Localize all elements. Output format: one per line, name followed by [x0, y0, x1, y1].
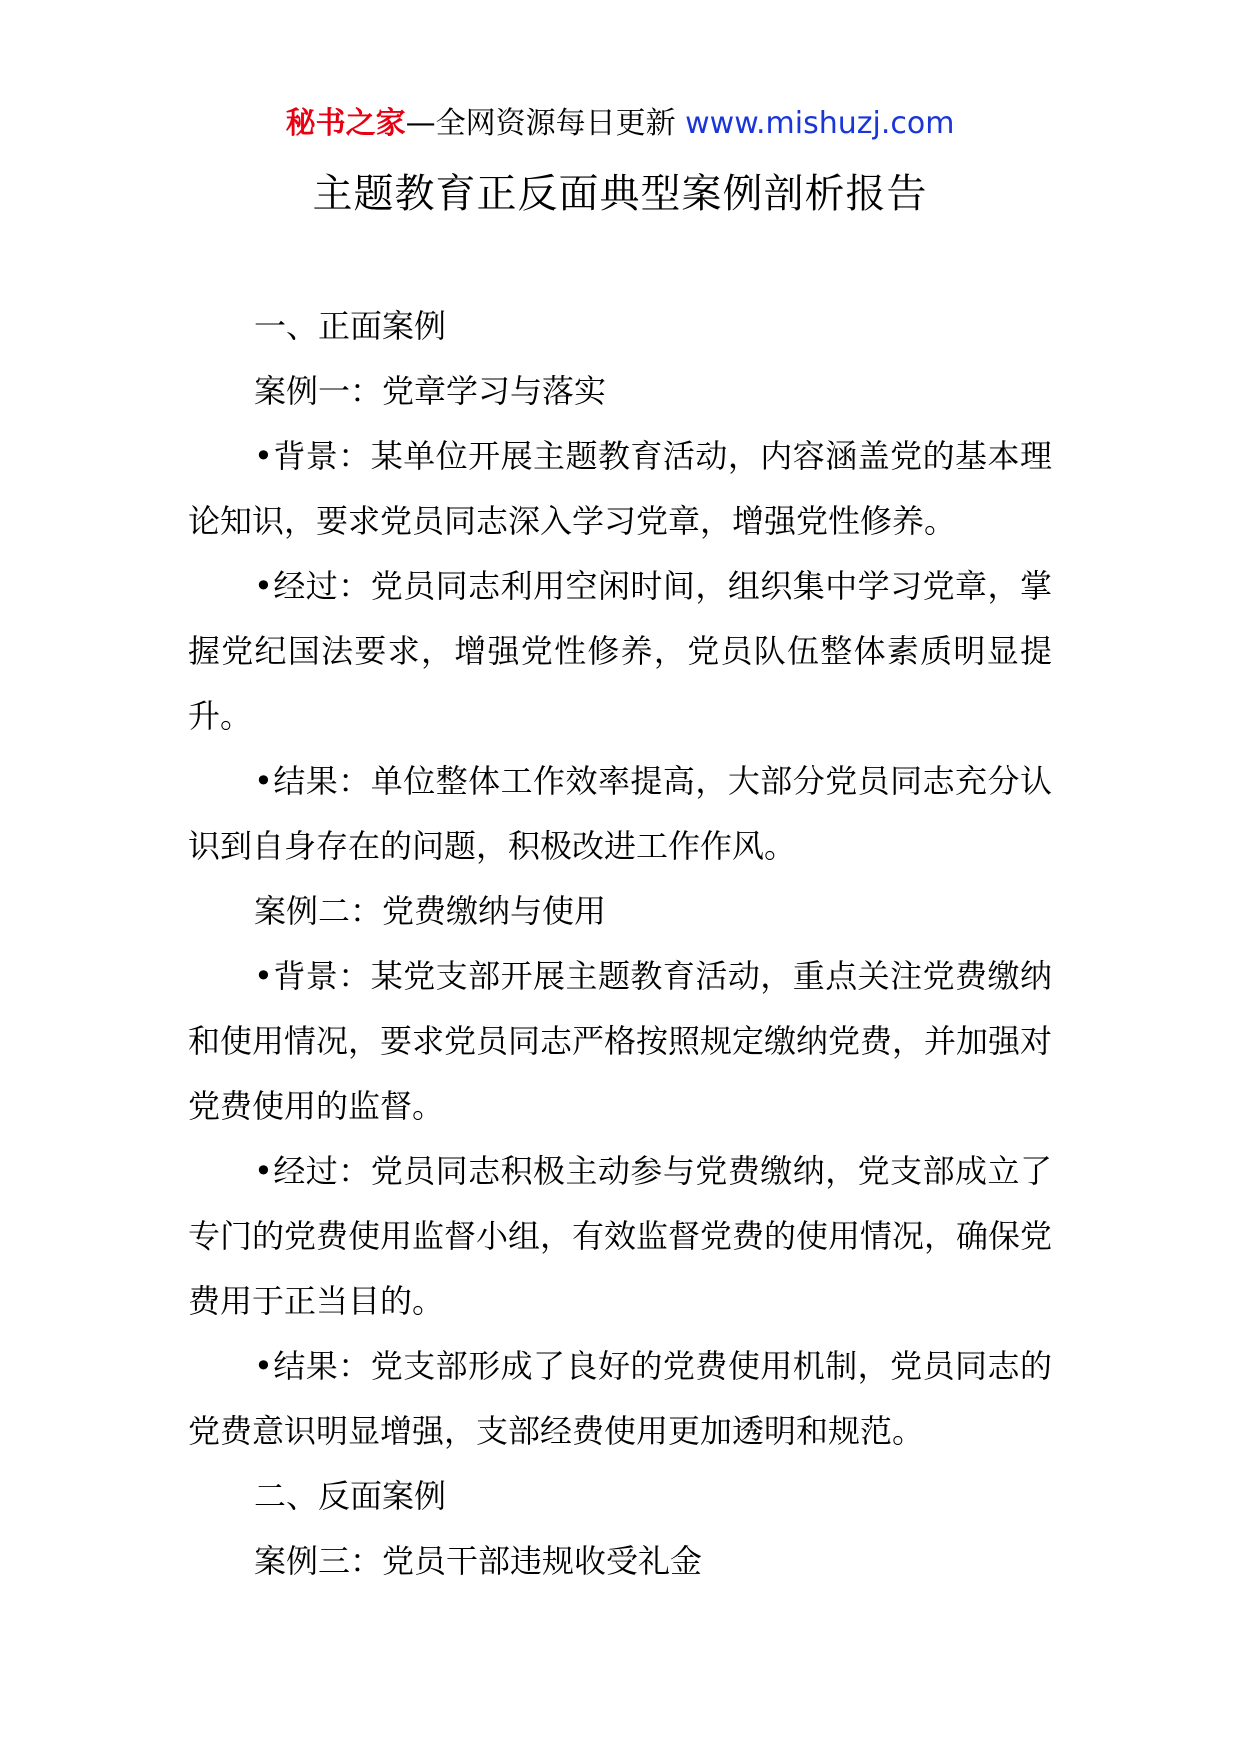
paragraph: •结果：党支部形成了良好的党费使用机制，党员同志的党费意识明显增强，支部经费使用更加透明和规范。: [188, 1347, 1052, 1450]
section-heading-negative: 二、反面案例: [254, 1477, 447, 1515]
brand-name: 秘书之家: [285, 106, 406, 141]
case-heading: 案例二：党费缴纳与使用: [254, 892, 607, 930]
paragraph: •经过：党员同志利用空闲时间，组织集中学习党章，掌握党纪国法要求，增强党性修养，党员队伍整体素质明显提升。: [188, 567, 1052, 735]
paragraph: •经过：党员同志积极主动参与党费缴纳，党支部成立了专门的党费使用监督小组，有效监督党费的使用情况，确保党费用于正当目的。: [188, 1152, 1053, 1320]
site-url[interactable]: www.mishuzj.com: [685, 106, 955, 141]
paragraph: •结果：单位整体工作效率提高，大部分党员同志充分认识到自身存在的问题，积极改进工作作风。: [188, 762, 1052, 865]
case-heading: 案例三：党员干部违规收受礼金: [254, 1542, 703, 1580]
paragraph: •背景：某党支部开展主题教育活动，重点关注党费缴纳和使用情况，要求党员同志严格按照规定缴纳党费，并加强对党费使用的监督。: [188, 957, 1053, 1125]
case-heading: 案例一：党章学习与落实: [254, 372, 607, 410]
site-banner: [0, 104, 1240, 144]
document-title: 主题教育正反面典型案例剖析报告: [312, 171, 928, 217]
section-heading-positive: 一、正面案例: [254, 307, 447, 345]
document-body: [188, 294, 1052, 1594]
brand-tagline: —全网资源每日更新: [405, 106, 676, 141]
paragraph: •背景：某单位开展主题教育活动，内容涵盖党的基本理论知识，要求党员同志深入学习党章，增强党性修养。: [188, 437, 1052, 540]
